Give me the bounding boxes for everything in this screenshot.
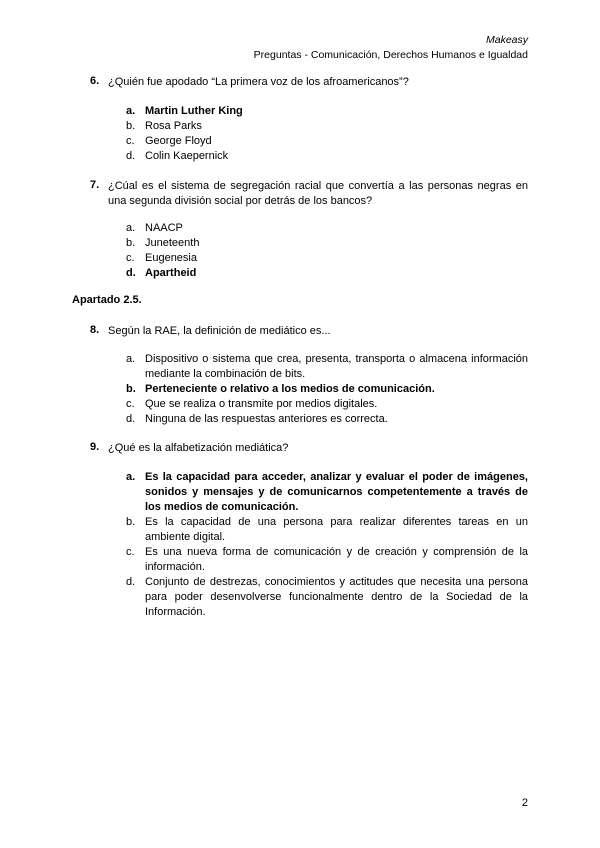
option-text: Conjunto de destrezas, conocimientos y actitudes que necesita una persona para poder desenvolverse funcionalmente dentro de la Sociedad de la Información.	[145, 576, 528, 618]
option-text: Dispositivo o sistema que crea, presenta, transporta o almacena información mediante la combinación de bits.	[145, 353, 528, 380]
answer-option	[126, 575, 528, 620]
option-marker: c.	[126, 398, 135, 410]
question-number: 9.	[90, 441, 100, 453]
option-text: Eugenesia	[145, 252, 197, 264]
option-marker: b.	[126, 516, 136, 528]
answer-option	[126, 149, 528, 164]
answer-option	[126, 119, 528, 134]
question-number: 7.	[90, 179, 100, 191]
option-marker: b.	[126, 120, 136, 132]
answer-option	[126, 251, 528, 266]
answer-option	[126, 266, 528, 281]
question-number: 8.	[90, 324, 100, 336]
answer-option	[126, 104, 528, 119]
option-text: Rosa Parks	[145, 120, 202, 132]
option-marker: a.	[126, 471, 136, 483]
option-text: Apartheid	[145, 267, 197, 279]
option-marker: a.	[126, 222, 136, 234]
answer-option	[126, 515, 528, 545]
option-text: George Floyd	[145, 135, 212, 147]
question-text: ¿Qué es la alfabetización mediática?	[108, 442, 289, 454]
question-text: ¿Cúal es el sistema de segregación racial que convertía a las personas negras en una segunda división social por detrás de los bancos?	[108, 180, 528, 207]
answer-option	[126, 382, 528, 397]
question-text: Según la RAE, la definición de mediático es...	[108, 325, 331, 337]
answer-option	[126, 134, 528, 149]
answer-option	[126, 221, 528, 236]
section-title: Apartado 2.5.	[72, 294, 142, 306]
question-text: ¿Quién fue apodado “La primera voz de los afroamericanos”?	[108, 76, 409, 88]
option-text: Colin Kaepernick	[145, 150, 229, 162]
answer-option	[126, 470, 528, 515]
answer-option	[126, 397, 528, 412]
answer-list	[126, 470, 528, 620]
option-marker: a.	[126, 105, 136, 117]
option-marker: b.	[126, 383, 136, 395]
question-number: 6.	[90, 75, 100, 87]
option-marker: c.	[126, 135, 135, 147]
header-brand: Makeasy	[485, 34, 528, 46]
answer-option	[126, 352, 528, 382]
option-marker: d.	[126, 576, 136, 588]
option-marker: b.	[126, 237, 136, 249]
answer-option	[126, 236, 528, 251]
option-text: Juneteenth	[145, 237, 200, 249]
option-text: Ninguna de las respuestas anteriores es correcta.	[145, 413, 388, 425]
page-header	[254, 33, 528, 63]
page-number: 2	[521, 797, 528, 809]
answer-list	[126, 352, 528, 427]
option-text: Es una nueva forma de comunicación y de creación y comprensión de la información.	[145, 546, 528, 573]
option-text: Perteneciente o relativo a los medios de comunicación.	[145, 383, 435, 395]
option-text: Es la capacidad para acceder, analizar y evaluar el poder de imágenes, sonidos y mensajes y de comunicarnos competentemente a través de los medios de comunicación.	[145, 471, 528, 513]
answer-option	[126, 545, 528, 575]
option-marker: c.	[126, 546, 135, 558]
answer-list	[126, 104, 528, 164]
option-text: Es la capacidad de una persona para realizar diferentes tareas en un ambiente digital.	[145, 516, 528, 543]
option-text: Martin Luther King	[145, 105, 243, 117]
option-marker: a.	[126, 353, 136, 365]
option-marker: c.	[126, 252, 135, 264]
option-marker: d.	[126, 413, 136, 425]
answer-list	[126, 221, 528, 281]
answer-option	[126, 412, 528, 427]
option-text: NAACP	[145, 222, 183, 234]
header-subtitle: Preguntas - Comunicación, Derechos Humanos e Igualdad	[253, 49, 528, 61]
option-text: Que se realiza o transmite por medios digitales.	[145, 398, 378, 410]
option-marker: d.	[126, 267, 136, 279]
option-marker: d.	[126, 150, 136, 162]
